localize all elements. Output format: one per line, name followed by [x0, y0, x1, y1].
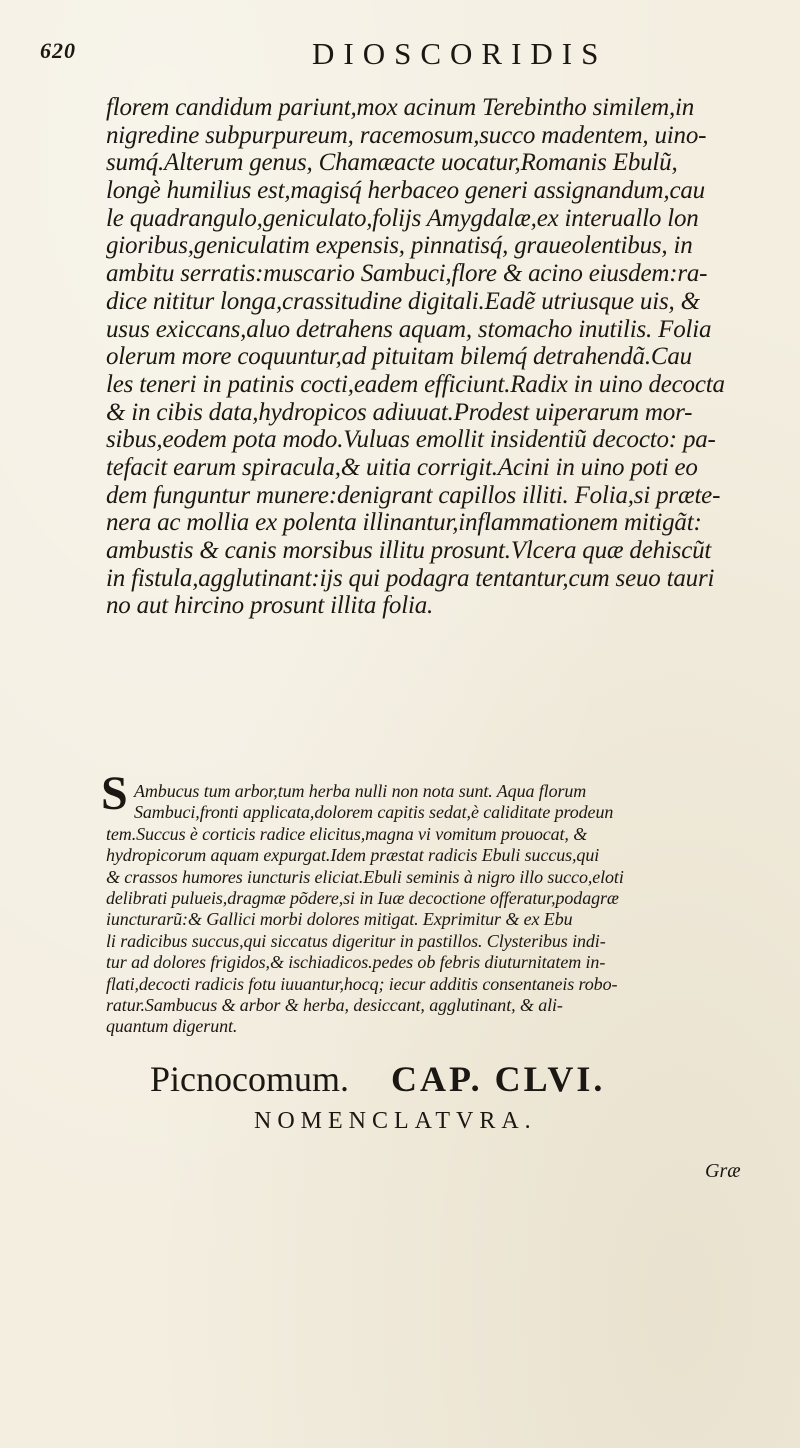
text-line: nera ac mollia ex polenta illinantur,inflammationem mitigãt: [106, 509, 702, 537]
commentary-line: li radicibus succus,qui siccatus digeritur in pastillos. Clysteribus indi- [106, 930, 606, 951]
running-title: DIOSCORIDIS [312, 36, 608, 71]
main-text-block [106, 94, 770, 620]
chapter-number: CAP. CLVI. [390, 1059, 606, 1099]
commentary-line: flati,decocti radicis fotu iuuantur,hocq; iecur additis consentaneis robo- [106, 973, 618, 994]
commentary-line: Ambucus tum arbor,tum herba nulli non nota sunt. Aqua florum [134, 781, 587, 801]
commentary-line: iuncturarũ:& Gallici morbi dolores mitigat. Exprimitur & ex Ebu [106, 909, 573, 930]
text-line: in fistula,agglutinant:ijs qui podagra tentantur,cum seuo tauri [106, 564, 715, 592]
commentary-line: hydropicorum aquam expurgat.Idem præstat radicis Ebuli succus,qui [106, 845, 600, 866]
commentary-line: delibrati pulueis,dragmæ põdere,si in Iuæ decoctione offeratur,podagræ [106, 887, 619, 908]
text-line: longè humilius est,magisq́ herbaceo generi assignandum,cau [106, 177, 705, 205]
text-line: dice nititur longa,crassitudine digitali.Eadẽ utriusque uis, & [106, 287, 700, 315]
text-line: tefacit earum spiracula,& uitia corrigit.Acini in uino poti eo [106, 453, 698, 481]
commentary-line: tur ad dolores frigidos,& ischiadicos.pedes ob febris diuturnitatem in- [106, 952, 606, 973]
text-line: florem candidum pariunt,mox acinum Terebintho similem,in [106, 94, 695, 121]
text-line: gioribus,geniculatim expensis, pinnatisq́, graueolentibus, in [106, 232, 693, 260]
text-line: ambustis & canis morsibus illitu prosunt.Vlcera quæ dehiscũt [106, 537, 712, 564]
commentary-line: tem.Succus è corticis radice elicitus,magna vi vomitum prouocat, & [106, 823, 588, 844]
text-line: no aut hircino prosunt illita folia. [106, 592, 434, 620]
chapter-heading [150, 1058, 605, 1100]
chapter-title: Picnocomum. [150, 1059, 349, 1099]
text-line: sumq́.Alterum genus, Chamæacte uocatur,Romanis Ebulũ, [106, 149, 678, 177]
text-line: sibus,eodem pota modo.Vuluas emollit insidentiũ decocto: pa- [106, 426, 716, 454]
page-number: 620 [40, 38, 76, 63]
commentary-line: ratur.Sambucus & arbor & herba, desiccant, agglutinant, & ali- [106, 994, 563, 1015]
text-line: usus exiccans,aluo detrahens aquam, stomacho inutilis. Folia [106, 315, 712, 343]
text-line: le quadrangulo,geniculato,folijs Amygdalæ,ex interuallo lon [106, 204, 699, 232]
catchword: Græ [705, 1160, 741, 1182]
text-line: ambitu serratis:muscario Sambuci,flore & acino eiusdem:ra- [106, 260, 708, 288]
text-line: & in cibis data,hydropicos adiuuat.Prodest uiperarum mor- [106, 398, 693, 426]
text-line: olerum more coquuntur,ad pituitam bilemq́ detrahendã.Cau [106, 343, 692, 371]
commentary-line: & crassos humores iuncturis eliciat.Ebuli seminis à nigro illo succo,eloti [106, 866, 624, 887]
text-line: les teneri in patinis cocti,eadem efficiunt.Radix in uino decocta [106, 370, 725, 398]
text-line: nigredine subpurpureum, racemosum,succo madentem, uino- [106, 121, 707, 149]
text-line: dem funguntur munere:denigrant capillos illiti. Folia,si præte- [106, 481, 721, 509]
section-heading: NOMENCLATVRA. [254, 1108, 537, 1134]
drop-cap: S [101, 767, 128, 820]
commentary-block [106, 781, 770, 1038]
commentary-line: Sambuci,fronti applicata,dolorem capitis sedat,è caliditate prodeun [134, 802, 614, 823]
commentary-line: quantum digerunt. [106, 1016, 238, 1037]
